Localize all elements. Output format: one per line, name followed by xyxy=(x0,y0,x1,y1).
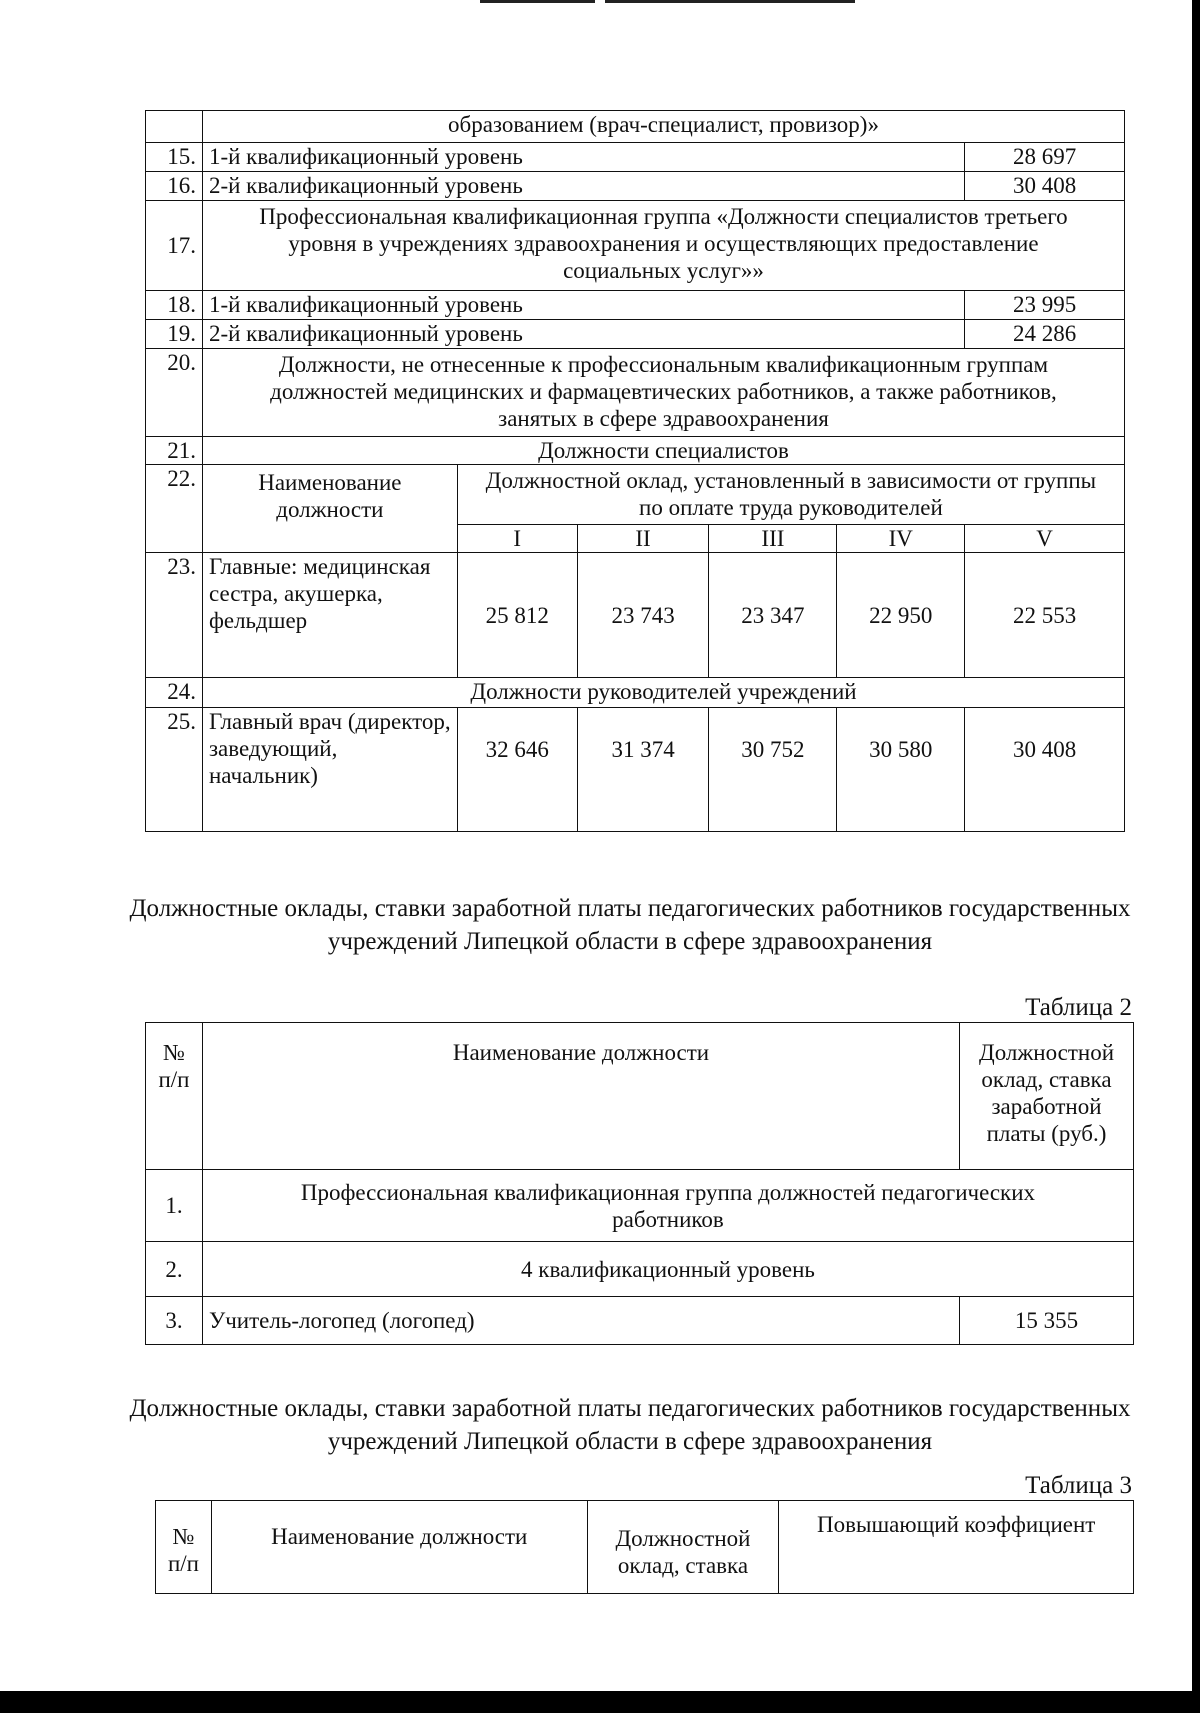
scan-top-mark xyxy=(605,0,855,3)
group-title: Должности, не отнесенные к профессиональным квалификационным группам должностей медицинских и фармацевтических работников, а также работников, занятых в сфере здравоохранения xyxy=(202,349,1124,437)
group-header: II xyxy=(577,525,709,553)
salary-value: 30 580 xyxy=(837,708,965,832)
group-header: IV xyxy=(837,525,965,553)
table-caption: Таблица 3 xyxy=(1025,1472,1132,1499)
salary-header: Должностной оклад, ставка заработной платы (руб.) xyxy=(960,1023,1134,1170)
table-row xyxy=(146,320,1125,349)
name-header: Наименование должности xyxy=(202,1023,959,1170)
row-number: 18. xyxy=(146,291,203,320)
section-heading: Должностные оклады, ставки заработной платы педагогических работников государственных учреждений Липецкой области в сфере здравоохранения xyxy=(129,1395,1131,1455)
salary-value: 15 355 xyxy=(960,1297,1134,1345)
scan-edge-bottom xyxy=(0,1691,1200,1713)
number-header: № п/п xyxy=(156,1501,212,1594)
pedagogical-salary-table xyxy=(145,1022,1134,1345)
table-header-row xyxy=(156,1501,1134,1594)
salary-value: 23 995 xyxy=(965,291,1125,320)
salary-header: Должностной оклад, установленный в зависимости от группы по оплате труда руководителей xyxy=(457,465,1124,525)
group-header: III xyxy=(709,525,837,553)
salary-value: 32 646 xyxy=(457,708,577,832)
table-row xyxy=(146,437,1125,465)
table-row xyxy=(146,1242,1134,1297)
table-row xyxy=(146,465,1125,525)
pedagogical-coefficient-table xyxy=(155,1500,1134,1594)
salary-value: 22 553 xyxy=(965,553,1125,678)
salary-value: 22 950 xyxy=(837,553,965,678)
group-title: Профессиональная квалификационная группа «Должности специалистов третьего уровня в учреждениях здравоохранения и осуществляющих предоставление социальных услуг»» xyxy=(202,201,1124,291)
position-name: Главные: медицинская сестра, акушерка, фельдшер xyxy=(202,553,457,678)
row-number: 16. xyxy=(146,172,203,201)
table-row xyxy=(146,349,1125,437)
coefficient-header: Повышающий коэффициент xyxy=(779,1501,1134,1594)
row-number: 15. xyxy=(146,143,203,172)
row-number: 24. xyxy=(146,678,203,708)
table-row xyxy=(146,201,1125,291)
scan-edge-right xyxy=(1192,0,1200,1713)
level-title: 4 квалификационный уровень xyxy=(202,1242,1133,1297)
salary-value: 25 812 xyxy=(457,553,577,678)
position-name: 1-й квалификационный уровень xyxy=(202,291,964,320)
table-row xyxy=(146,172,1125,201)
table-row xyxy=(146,1297,1134,1345)
row-number: 21. xyxy=(146,437,203,465)
salary-value: 23 743 xyxy=(577,553,709,678)
group-header: I xyxy=(457,525,577,553)
row-number: 17. xyxy=(146,201,203,291)
salary-value: 24 286 xyxy=(965,320,1125,349)
salary-value: 30 752 xyxy=(709,708,837,832)
group-continuation: образованием (врач-специалист, провизор)» xyxy=(202,111,1124,143)
position-name: 1-й квалификационный уровень xyxy=(202,143,964,172)
table-header-row xyxy=(146,1023,1134,1170)
row-number: 23. xyxy=(146,553,203,678)
table-row xyxy=(146,1170,1134,1242)
position-name: Главный врач (директор, заведующий, начальник) xyxy=(202,708,457,832)
table-caption: Таблица 2 xyxy=(1025,994,1132,1021)
position-name: Учитель-логопед (логопед) xyxy=(202,1297,959,1345)
subgroup-title: Должности руководителей учреждений xyxy=(202,678,1124,708)
group-header: V xyxy=(965,525,1125,553)
row-number: 20. xyxy=(146,349,203,437)
row-number: 19. xyxy=(146,320,203,349)
section-heading: Должностные оклады, ставки заработной платы педагогических работников государственных учреждений Липецкой области в сфере здравоохранения xyxy=(129,895,1131,955)
row-number: 25. xyxy=(146,708,203,832)
row-number: 22. xyxy=(146,465,203,553)
row-number: 1. xyxy=(146,1170,203,1242)
salary-header: Должностной оклад, ставка xyxy=(587,1501,779,1594)
scan-top-mark xyxy=(480,0,595,3)
position-name: 2-й квалификационный уровень xyxy=(202,172,964,201)
salary-table-continued xyxy=(145,110,1125,832)
table-row xyxy=(146,291,1125,320)
table-row xyxy=(146,678,1125,708)
table-row xyxy=(146,553,1125,678)
row-number: 3. xyxy=(146,1297,203,1345)
salary-value: 31 374 xyxy=(577,708,709,832)
table-row xyxy=(146,708,1125,832)
row-number: 2. xyxy=(146,1242,203,1297)
position-name: 2-й квалификационный уровень xyxy=(202,320,964,349)
name-header: Наименование должности xyxy=(211,1501,587,1594)
group-title: Профессиональная квалификационная группа должностей педагогических работников xyxy=(202,1170,1133,1242)
row-number xyxy=(146,111,203,143)
subgroup-title: Должности специалистов xyxy=(202,437,1124,465)
number-header: № п/п xyxy=(146,1023,203,1170)
name-header: Наименование должности xyxy=(202,465,457,553)
salary-value: 30 408 xyxy=(965,708,1125,832)
salary-value: 23 347 xyxy=(709,553,837,678)
table-row xyxy=(146,143,1125,172)
salary-value: 30 408 xyxy=(965,172,1125,201)
salary-value: 28 697 xyxy=(965,143,1125,172)
